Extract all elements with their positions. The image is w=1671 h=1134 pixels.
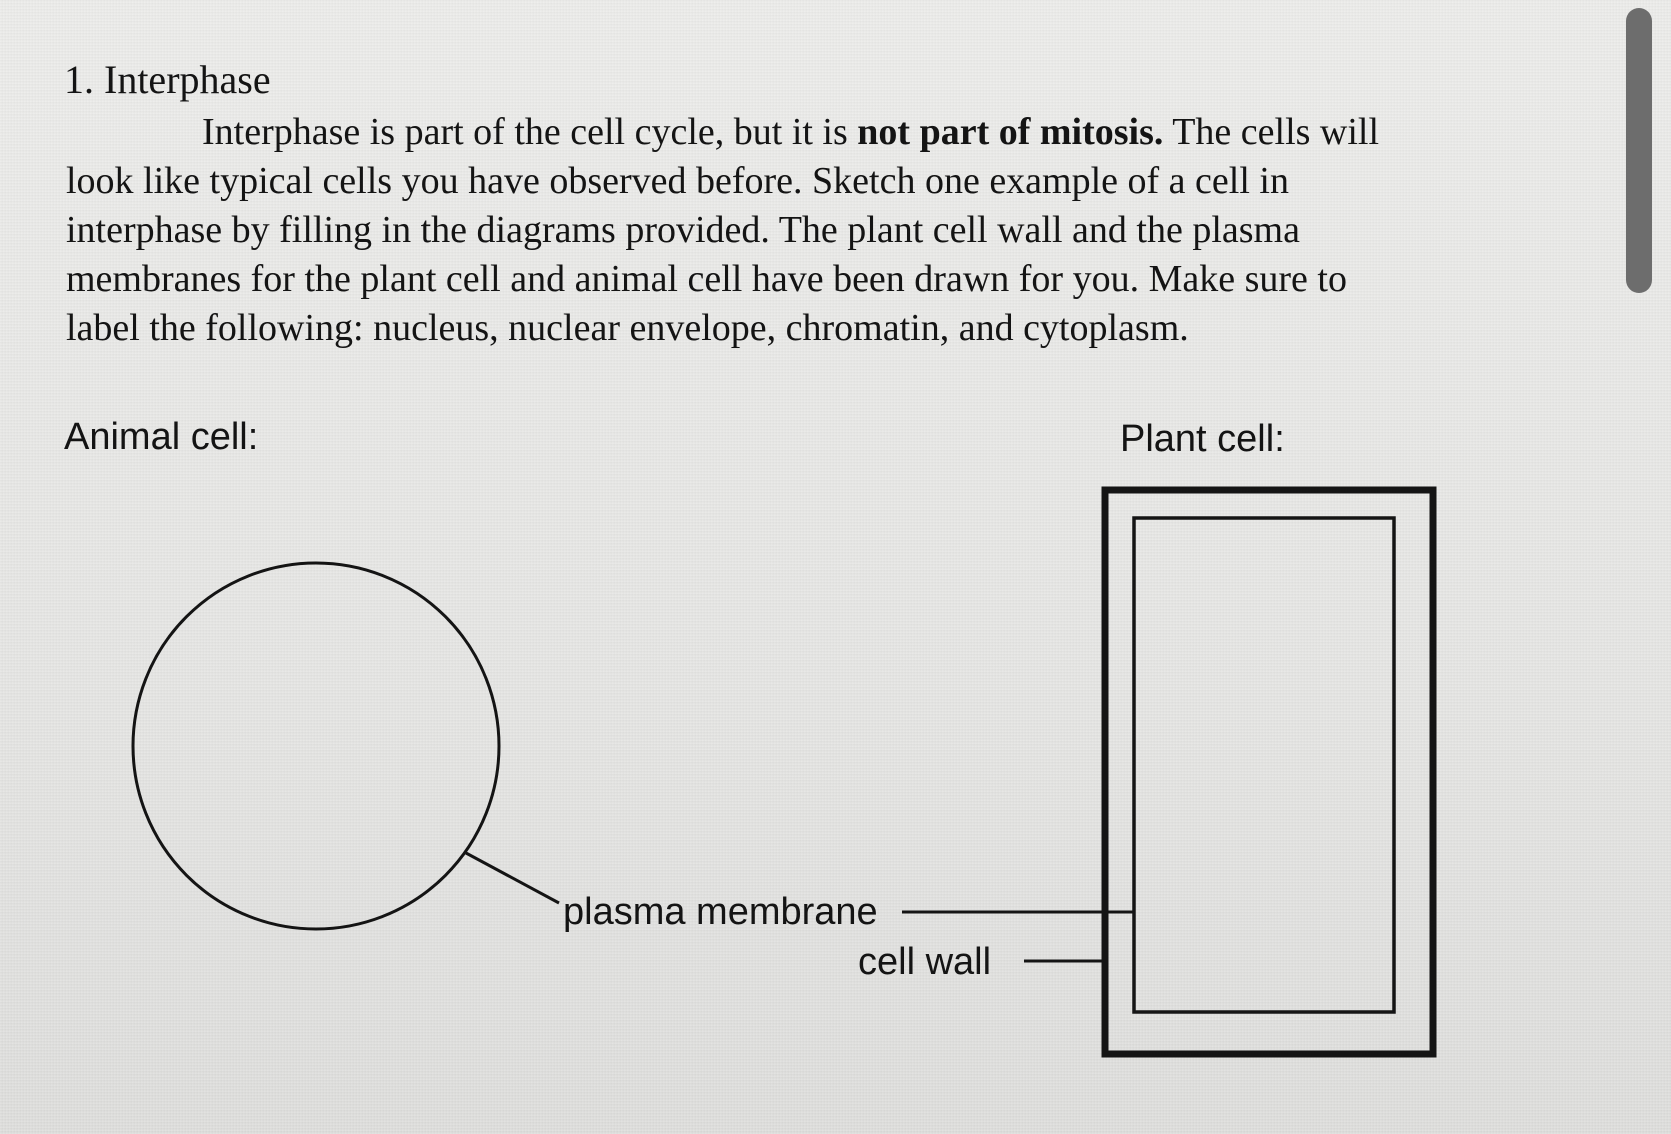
plasma-membrane-label: plasma membrane: [563, 891, 878, 933]
plant-cell-wall[interactable]: [1105, 490, 1433, 1054]
instructions-line-4: membranes for the plant cell and animal cell have been drawn for you. Make sure to: [66, 258, 1347, 300]
instructions-bold-phrase: not part of mitosis.: [857, 111, 1164, 153]
animal-cell-plasma-membrane[interactable]: [133, 563, 499, 929]
plant-cell-title: Plant cell:: [1120, 418, 1285, 460]
animal-membrane-leader-line: [466, 853, 559, 903]
vertical-scrollbar[interactable]: [1626, 8, 1652, 293]
instructions-line-3: interphase by filling in the diagrams provided. The plant cell wall and the plasma: [66, 209, 1300, 251]
section-heading: 1. Interphase: [64, 57, 271, 102]
cell-wall-label: cell wall: [858, 941, 992, 983]
instructions-line-1-end: The cells will: [1163, 111, 1380, 153]
instructions-line-5: label the following: nucleus, nuclear envelope, chromatin, and cytoplasm.: [66, 307, 1189, 349]
animal-cell-title: Animal cell:: [64, 416, 259, 458]
plant-cell-plasma-membrane[interactable]: [1134, 518, 1394, 1012]
instructions-line-1-start: Interphase is part of the cell cycle, but it is: [202, 111, 858, 153]
instructions-line-2: look like typical cells you have observed before. Sketch one example of a cell in: [66, 160, 1289, 202]
